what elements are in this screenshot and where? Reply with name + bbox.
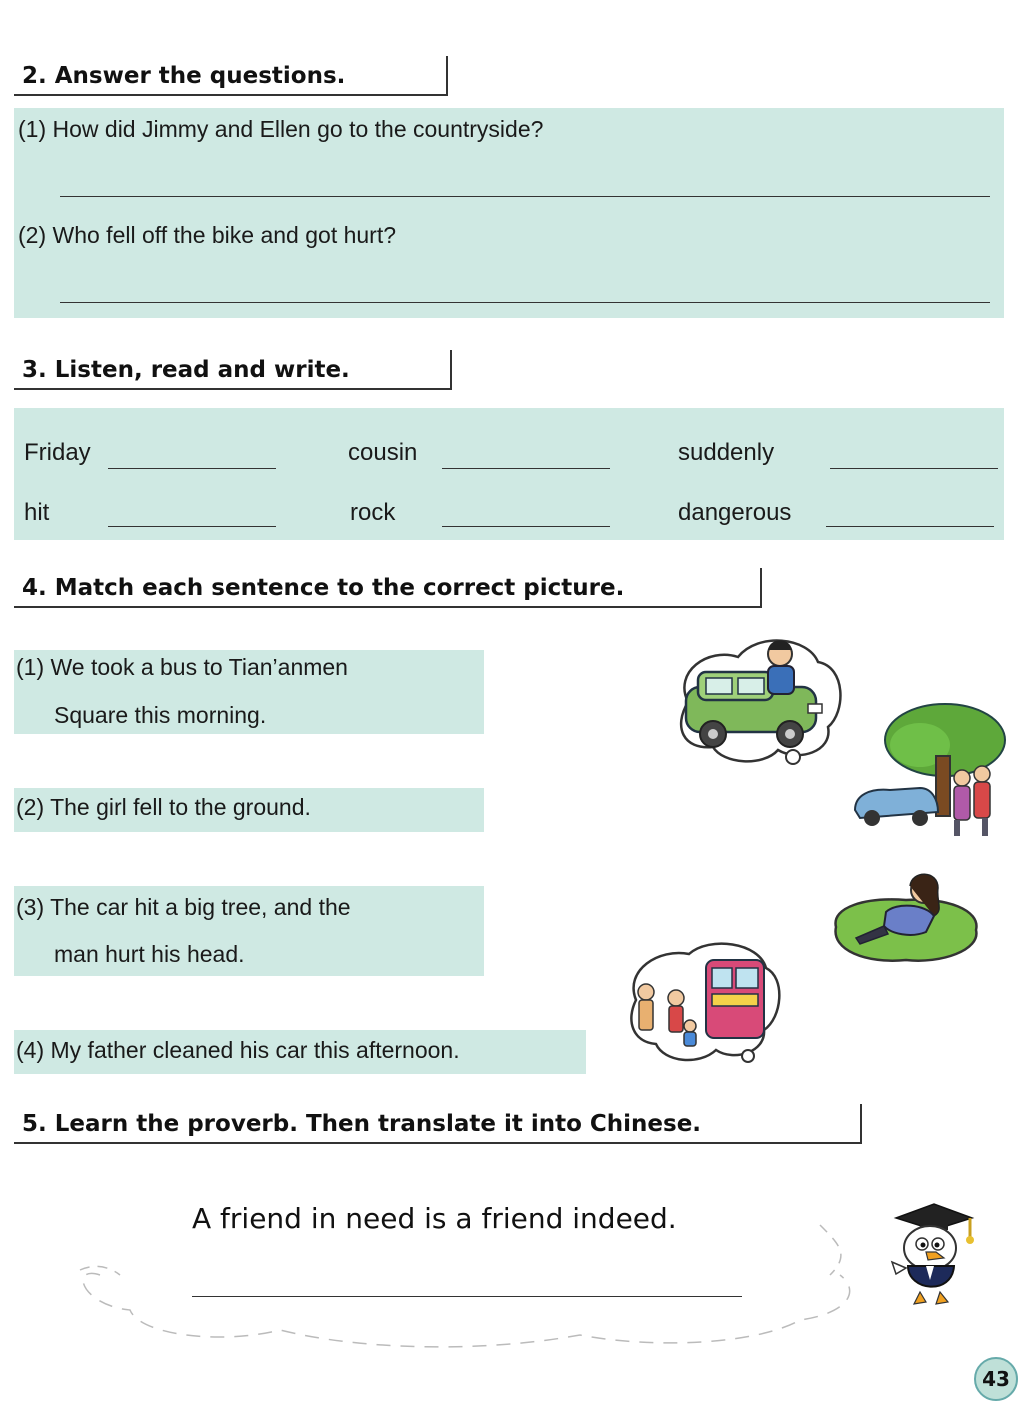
sentence-1-line1: (1) We took a bus to Tian’anmen: [16, 654, 348, 680]
section-5-title: 5. Learn the proverb. Then translate it into Chinese.: [14, 1104, 862, 1144]
blank-hit[interactable]: [108, 526, 276, 527]
owl-graduate-icon: [886, 1196, 982, 1308]
section-4-title: 4. Match each sentence to the correct picture.: [14, 568, 762, 608]
blank-dangerous[interactable]: [826, 526, 994, 527]
sentence-2-line1: (2) The girl fell to the ground.: [16, 794, 311, 820]
blank-cousin[interactable]: [442, 468, 610, 469]
sentence-3-line1: (3) The car hit a big tree, and the: [16, 894, 351, 920]
answer-line-2[interactable]: [60, 302, 990, 303]
word-friday: Friday: [24, 439, 91, 466]
word-cousin: cousin: [348, 439, 418, 466]
word-rock: rock: [350, 499, 396, 526]
word-hit: hit: [24, 499, 50, 526]
girl-on-ground-picture[interactable]: [826, 872, 986, 972]
sentence-1-line2: Square this morning.: [54, 702, 267, 728]
answer-line-1[interactable]: [60, 196, 990, 197]
blank-suddenly[interactable]: [830, 468, 998, 469]
blank-friday[interactable]: [108, 468, 276, 469]
translation-line[interactable]: [192, 1296, 742, 1297]
question-2: (2) Who fell off the bike and got hurt?: [18, 222, 397, 248]
family-and-bus-picture[interactable]: [624, 940, 784, 1068]
question-1: (1) How did Jimmy and Ellen go to the countryside?: [18, 116, 544, 142]
proverb-text: A friend in need is a friend indeed.: [192, 1202, 677, 1235]
car-hit-tree-picture[interactable]: [850, 700, 1010, 850]
section-3-title: 3. Listen, read and write.: [14, 350, 452, 390]
word-dangerous: dangerous: [678, 499, 792, 526]
man-cleaning-car-picture[interactable]: [668, 632, 848, 782]
page-number: 43: [974, 1357, 1018, 1401]
sentence-4-line1: (4) My father cleaned his car this afternoon.: [16, 1037, 460, 1063]
sentence-3-line2: man hurt his head.: [54, 941, 245, 967]
blank-rock[interactable]: [442, 526, 610, 527]
section-3-panel: [14, 408, 1004, 540]
word-suddenly: suddenly: [678, 439, 775, 466]
section-2-title: 2. Answer the questions.: [14, 56, 448, 96]
